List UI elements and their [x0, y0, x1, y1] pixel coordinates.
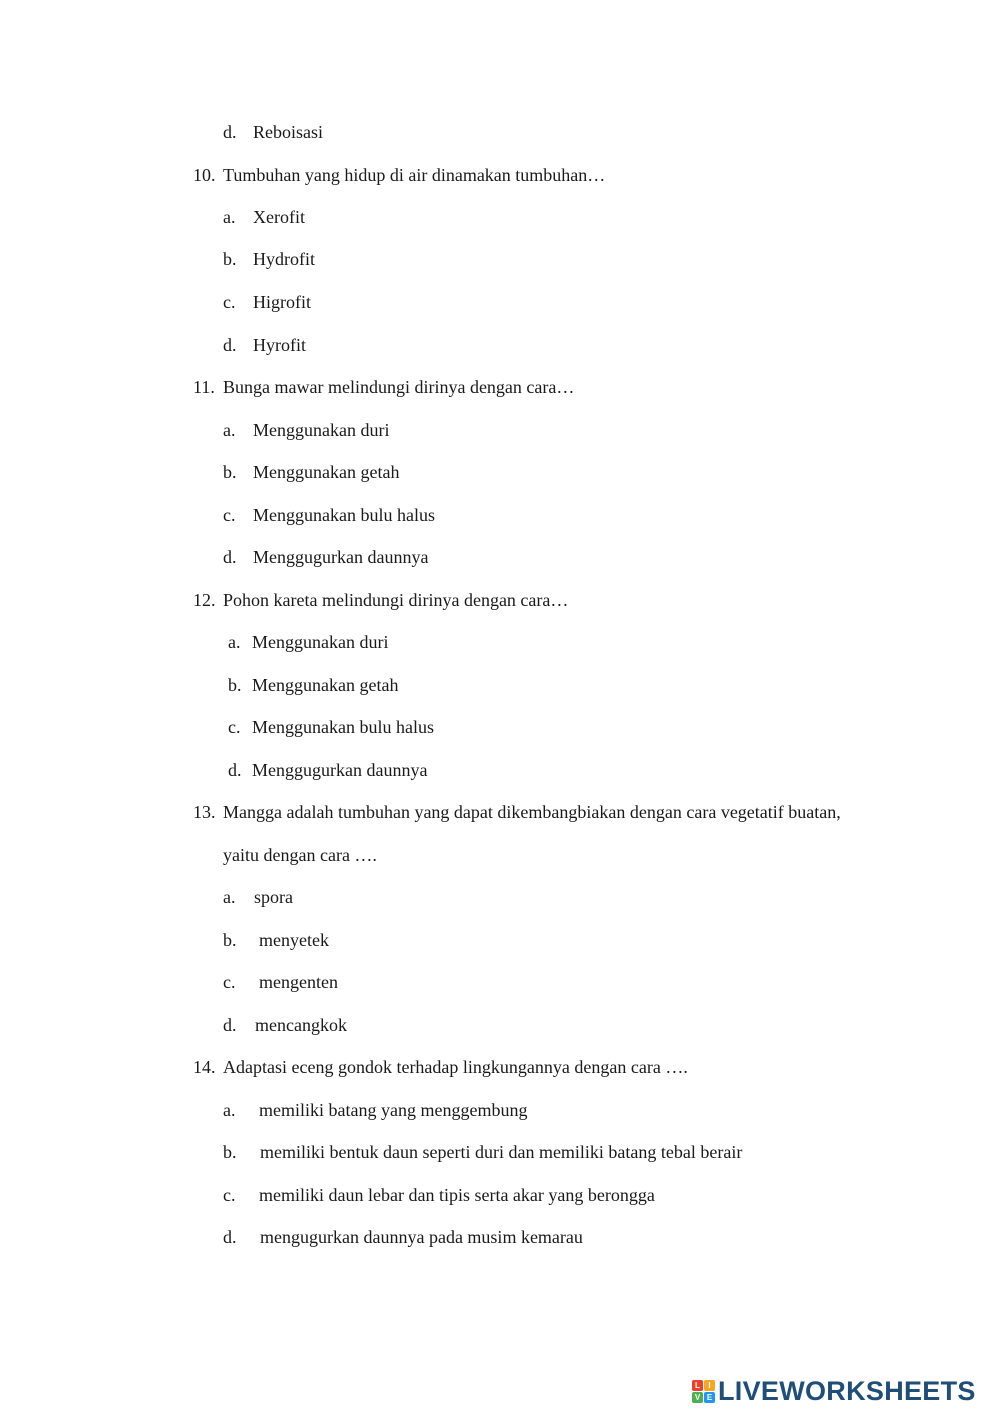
option-letter: c.	[223, 505, 236, 525]
option-text: Menggunakan bulu halus	[252, 717, 434, 737]
option-text: Menggunakan duri	[253, 420, 390, 440]
option-text: memiliki batang yang menggembung	[259, 1100, 528, 1120]
option-letter: b.	[223, 930, 237, 950]
question-number: 12.	[193, 590, 216, 610]
option-text: Hyrofit	[253, 335, 306, 355]
option-letter: a.	[223, 1100, 236, 1120]
option-text: Higrofit	[253, 292, 311, 312]
option-letter: c.	[223, 292, 236, 312]
logo-tile-i: I	[704, 1380, 715, 1391]
question-text: Pohon kareta melindungi dirinya dengan cara…	[223, 590, 569, 610]
option-letter: b.	[228, 675, 242, 695]
logo-tile-l: L	[692, 1380, 703, 1391]
option-letter: a.	[223, 420, 236, 440]
liveworksheets-brand[interactable]	[692, 1374, 976, 1408]
brand-name: LIVEWORKSHEETS	[718, 1375, 976, 1406]
option-letter: c.	[228, 717, 241, 737]
logo-tile-e: E	[704, 1392, 715, 1403]
option-letter: d.	[223, 1227, 237, 1247]
option-text: memiliki bentuk daun seperti duri dan memiliki batang tebal berair	[260, 1142, 743, 1162]
option-letter: d.	[223, 1015, 237, 1035]
option-text: Menggunakan getah	[252, 675, 399, 695]
logo-tile-v: V	[692, 1392, 703, 1403]
option-letter: b.	[223, 1142, 237, 1162]
option-letter: c.	[223, 972, 236, 992]
option-text: Hydrofit	[253, 249, 315, 269]
question-text: yaitu dengan cara ….	[223, 845, 377, 865]
option-text: Menggugurkan daunnya	[253, 547, 429, 567]
option-letter: a.	[223, 887, 236, 907]
option-text: mencangkok	[255, 1015, 347, 1035]
option-text: Xerofit	[253, 207, 305, 227]
option-text: Reboisasi	[253, 122, 323, 142]
question-number: 14.	[193, 1057, 216, 1077]
option-text: Menggunakan duri	[252, 632, 389, 652]
option-letter: d.	[228, 760, 242, 780]
question-number: 11.	[193, 377, 215, 397]
option-text: Menggugurkan daunnya	[252, 760, 428, 780]
option-letter: a.	[223, 207, 236, 227]
option-text: memiliki daun lebar dan tipis serta akar yang berongga	[259, 1185, 655, 1205]
option-letter: d.	[223, 547, 237, 567]
question-text: Mangga adalah tumbuhan yang dapat dikembangbiakan dengan cara vegetatif buatan,	[223, 802, 841, 822]
option-letter: a.	[228, 632, 241, 652]
option-text: spora	[254, 887, 293, 907]
option-letter: d.	[223, 335, 237, 355]
question-text: Adaptasi eceng gondok terhadap lingkungannya dengan cara ….	[223, 1057, 688, 1077]
option-letter: d.	[223, 122, 237, 142]
option-text: mengenten	[259, 972, 338, 992]
option-letter: b.	[223, 462, 237, 482]
option-letter: b.	[223, 249, 237, 269]
liveworksheets-logo-icon	[692, 1380, 715, 1403]
question-text: Bunga mawar melindungi dirinya dengan cara…	[223, 377, 575, 397]
option-text: Menggunakan bulu halus	[253, 505, 435, 525]
option-text: menyetek	[259, 930, 329, 950]
question-number: 10.	[193, 165, 216, 185]
question-number: 13.	[193, 802, 216, 822]
question-text: Tumbuhan yang hidup di air dinamakan tumbuhan…	[223, 165, 606, 185]
option-text: mengugurkan daunnya pada musim kemarau	[260, 1227, 583, 1247]
option-text: Menggunakan getah	[253, 462, 400, 482]
option-letter: c.	[223, 1185, 236, 1205]
